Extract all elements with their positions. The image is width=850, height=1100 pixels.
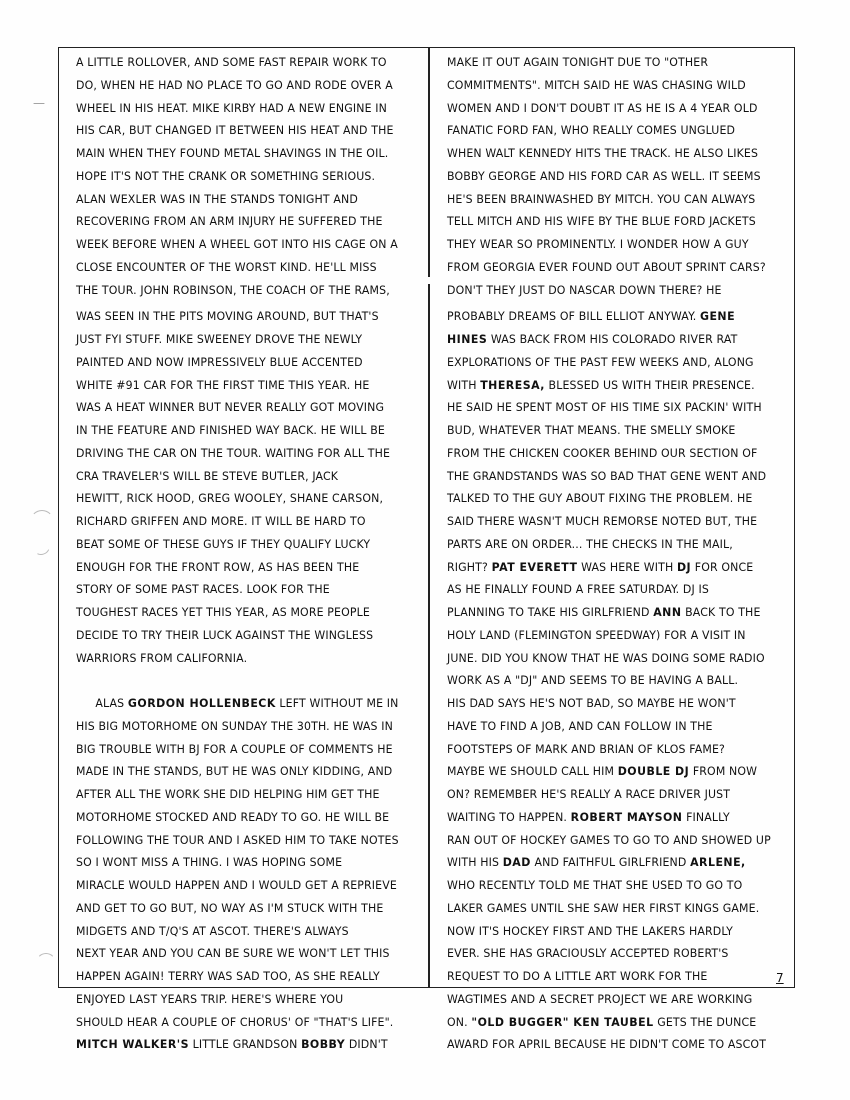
text-segment: HOLY LAND (FLEMINGTON SPEEDWAY) FOR A VISIT IN bbox=[447, 628, 746, 642]
text-segment: THEY WEAR SO PROMINENTLY. I WONDER HOW A GUY bbox=[447, 238, 749, 251]
bold-name: GENE bbox=[699, 310, 736, 324]
text-line bbox=[76, 875, 411, 898]
text-segment: JUST FYI STUFF. MIKE SWEENEY DROVE THE NEWLY bbox=[76, 333, 363, 346]
text-line bbox=[76, 852, 411, 875]
text-line bbox=[447, 280, 785, 303]
text-segment: WITH HIS bbox=[447, 856, 503, 870]
text-line bbox=[447, 966, 785, 989]
text-line bbox=[76, 921, 411, 944]
text-segment: SHOULD HEAR A COUPLE OF CHORUS' OF "THAT'S LIFE". bbox=[76, 1015, 394, 1029]
text-line bbox=[447, 921, 785, 944]
left-column bbox=[76, 52, 421, 1057]
bold-name: THERESA, bbox=[480, 378, 545, 392]
text-segment: RIGHT? bbox=[447, 560, 492, 574]
text-line bbox=[447, 420, 785, 443]
text-segment: AND FAITHFUL GIRLFRIEND bbox=[530, 856, 691, 870]
text-segment: MIRACLE WOULD HAPPEN AND I WOULD GET A REPRIEVE bbox=[76, 879, 397, 892]
text-segment: BOBBY GEORGE AND HIS FORD CAR AS WELL. IT SEEMS bbox=[447, 169, 761, 183]
text-line bbox=[76, 280, 411, 303]
text-line bbox=[447, 602, 785, 625]
text-line bbox=[447, 648, 785, 671]
text-segment: WARRIORS FROM CALIFORNIA. bbox=[76, 651, 248, 665]
paragraph-gap bbox=[76, 670, 411, 693]
text-segment: RECOVERING FROM AN ARM INJURY HE SUFFERED THE bbox=[76, 215, 383, 229]
text-segment: BACK TO THE bbox=[681, 606, 761, 619]
margin-dash-mark: — bbox=[33, 96, 45, 110]
text-segment: FOOTSTEPS OF MARK AND BRIAN OF KLOS FAME? bbox=[447, 742, 725, 756]
text-segment: ENJOYED LAST YEARS TRIP. HERE'S WHERE YOU bbox=[76, 992, 344, 1006]
text-segment: NEXT YEAR AND YOU CAN BE SURE WE WON'T LET THIS bbox=[76, 947, 390, 961]
text-line bbox=[76, 466, 411, 489]
text-segment: FROM THE CHICKEN COOKER BEHIND OUR SECTION OF bbox=[447, 446, 758, 460]
text-segment: WOMEN AND I DON'T DOUBT IT AS HE IS A 4 YEAR OLD bbox=[447, 101, 758, 115]
text-segment: HIS DAD SAYS HE'S NOT BAD, SO MAYBE HE WON'T bbox=[447, 697, 736, 710]
text-line bbox=[447, 466, 785, 489]
text-line bbox=[76, 625, 411, 648]
text-segment: A LITTLE ROLLOVER, AND SOME FAST REPAIR WORK TO bbox=[76, 56, 387, 69]
text-line bbox=[76, 830, 411, 853]
text-segment: HIS BIG MOTORHOME ON SUNDAY THE 30TH. HE WAS IN bbox=[76, 719, 394, 733]
text-line bbox=[447, 557, 785, 580]
text-segment: ALAS bbox=[95, 697, 128, 710]
text-line bbox=[76, 52, 411, 75]
text-segment: PROBABLY DREAMS OF BILL ELLIOT ANYWAY. bbox=[447, 310, 700, 324]
text-segment: TOUGHEST RACES YET THIS YEAR, AS MORE PEOPLE bbox=[76, 606, 370, 619]
text-segment: THE GRANDSTANDS WAS SO BAD THAT GENE WENT AND bbox=[447, 469, 767, 483]
text-segment: FOLLOWING THE TOUR AND I ASKED HIM TO TAKE NOTES bbox=[76, 833, 399, 847]
text-line bbox=[76, 807, 411, 830]
text-line bbox=[447, 98, 785, 121]
text-line bbox=[447, 807, 785, 830]
text-line bbox=[447, 511, 785, 534]
column-divider-bottom bbox=[428, 284, 430, 988]
text-line bbox=[447, 189, 785, 212]
bold-name: PAT EVERETT bbox=[491, 560, 578, 574]
text-segment: HAVE TO FIND A JOB, AND CAN FOLLOW IN THE bbox=[447, 719, 713, 733]
text-segment: FINALLY bbox=[682, 810, 730, 824]
bold-name: DOUBLE DJ bbox=[617, 765, 690, 779]
text-segment: WORK AS A "DJ" AND SEEMS TO BE HAVING A BALL. bbox=[447, 674, 739, 688]
text-segment: IN THE FEATURE AND FINISHED WAY BACK. HE WILL BE bbox=[76, 424, 386, 437]
text-segment: WAS HERE WITH bbox=[577, 560, 677, 574]
text-segment: PLANNING TO TAKE HIS GIRLFRIEND bbox=[447, 606, 654, 619]
bold-name: ROBERT MAYSON bbox=[570, 810, 683, 824]
text-segment: HEWITT, RICK HOOD, GREG WOOLEY, SHANE CARSON, bbox=[76, 492, 384, 506]
text-segment: WITH bbox=[447, 378, 481, 392]
text-segment: WAS SEEN IN THE PITS MOVING AROUND, BUT THAT'S bbox=[76, 310, 379, 324]
text-line bbox=[76, 166, 411, 189]
bold-name: BOBBY bbox=[301, 1038, 346, 1052]
text-line bbox=[76, 234, 411, 257]
page-number: 7 bbox=[776, 971, 784, 985]
text-segment: BEAT SOME OF THESE GUYS IF THEY QUALIFY LUCKY bbox=[76, 537, 371, 551]
text-line bbox=[76, 898, 411, 921]
text-line bbox=[447, 693, 785, 716]
text-segment: BUD, WHATEVER THAT MEANS. THE SMELLY SMOKE bbox=[447, 424, 736, 437]
bold-name: GORDON HOLLENBECK bbox=[127, 697, 276, 710]
text-line bbox=[447, 211, 785, 234]
text-line bbox=[447, 761, 785, 784]
text-line bbox=[76, 693, 411, 716]
text-line bbox=[76, 352, 411, 375]
text-segment: SAID THERE WASN'T MUCH REMORSE NOTED BUT, THE bbox=[447, 515, 758, 528]
text-segment: TELL MITCH AND HIS WIFE BY THE BLUE FORD JACKETS bbox=[447, 215, 756, 229]
bold-name: MITCH WALKER'S bbox=[76, 1038, 190, 1052]
text-line bbox=[447, 534, 785, 557]
text-segment: HE SAID HE SPENT MOST OF HIS TIME SIX PACKIN' WITH bbox=[447, 401, 762, 415]
text-segment: DRIVING THE CAR ON THE TOUR. WAITING FOR ALL THE bbox=[76, 446, 391, 460]
text-line bbox=[447, 1034, 785, 1057]
text-line bbox=[447, 488, 785, 511]
text-segment: NOW IT'S HOCKEY FIRST AND THE LAKERS HARDLY bbox=[447, 924, 733, 938]
text-segment: MAIN WHEN THEY FOUND METAL SHAVINGS IN THE OIL. bbox=[76, 147, 389, 160]
text-line bbox=[447, 875, 785, 898]
text-segment: FROM GEORGIA EVER FOUND OUT ABOUT SPRINT CARS? bbox=[447, 260, 766, 274]
text-line bbox=[76, 716, 411, 739]
text-line bbox=[76, 420, 411, 443]
text-segment: MADE IN THE STANDS, BUT HE WAS ONLY KIDDING, AND bbox=[76, 765, 393, 779]
text-line bbox=[447, 306, 785, 329]
text-segment: LITTLE GRANDSON bbox=[189, 1038, 302, 1052]
text-line bbox=[76, 1034, 411, 1057]
text-segment: JUNE. DID YOU KNOW THAT HE WAS DOING SOME RADIO bbox=[447, 651, 765, 665]
text-segment: EXPLORATIONS OF THE PAST FEW WEEKS AND, ALONG bbox=[447, 355, 754, 369]
text-line bbox=[447, 1012, 785, 1035]
bold-name: DJ bbox=[676, 560, 692, 574]
text-segment: HOPE IT'S NOT THE CRANK OR SOMETHING SERIOUS. bbox=[76, 169, 376, 183]
text-line bbox=[76, 557, 411, 580]
text-line bbox=[76, 784, 411, 807]
text-segment: ON? REMEMBER HE'S REALLY A RACE DRIVER JUST bbox=[447, 788, 731, 801]
text-segment: WHITE #91 CAR FOR THE FIRST TIME THIS YEAR. HE bbox=[76, 378, 370, 392]
column-divider-top bbox=[428, 47, 430, 277]
text-segment: WAGTIMES AND A SECRET PROJECT WE ARE WORKING bbox=[447, 992, 753, 1006]
text-line bbox=[447, 352, 785, 375]
text-line bbox=[447, 830, 785, 853]
text-segment: STORY OF SOME PAST RACES. LOOK FOR THE bbox=[76, 583, 330, 597]
text-segment: THE TOUR. JOHN ROBINSON, THE COACH OF THE RAMS, bbox=[76, 283, 390, 297]
text-line bbox=[76, 943, 411, 966]
text-segment: WEEK BEFORE WHEN A WHEEL GOT INTO HIS CAGE ON A bbox=[76, 238, 398, 251]
text-line bbox=[447, 852, 785, 875]
text-line bbox=[447, 784, 785, 807]
text-segment: LEFT WITHOUT ME IN bbox=[275, 697, 399, 710]
text-line bbox=[447, 143, 785, 166]
text-line bbox=[76, 602, 411, 625]
margin-arc-mark bbox=[30, 510, 54, 534]
text-line bbox=[447, 625, 785, 648]
text-segment: RAN OUT OF HOCKEY GAMES TO GO TO AND SHOWED UP bbox=[447, 833, 771, 847]
text-line bbox=[76, 648, 411, 671]
text-segment: FOR ONCE bbox=[691, 560, 754, 574]
text-line bbox=[76, 989, 411, 1012]
text-segment: MAKE IT OUT AGAIN TONIGHT DUE TO "OTHER bbox=[447, 56, 709, 69]
text-line bbox=[76, 143, 411, 166]
text-line bbox=[76, 189, 411, 212]
text-segment: DO, WHEN HE HAD NO PLACE TO GO AND RODE OVER A bbox=[76, 78, 393, 92]
text-segment: PAINTED AND NOW IMPRESSIVELY BLUE ACCENTED bbox=[76, 355, 363, 369]
text-segment: AND GET TO GO BUT, NO WAY AS I'M STUCK WITH THE bbox=[76, 901, 384, 915]
text-segment: TALKED TO THE GUY ABOUT FIXING THE PROBLEM. HE bbox=[447, 492, 753, 506]
right-column bbox=[447, 52, 795, 1057]
text-line bbox=[76, 579, 411, 602]
text-line bbox=[76, 511, 411, 534]
bold-name: ARLENE, bbox=[690, 856, 746, 870]
text-segment: AS HE FINALLY FOUND A FREE SATURDAY. DJ IS bbox=[447, 583, 709, 597]
text-segment: MAYBE WE SHOULD CALL HIM bbox=[447, 765, 618, 779]
text-segment: MIDGETS AND T/Q'S AT ASCOT. THERE'S ALWAYS bbox=[76, 924, 349, 938]
text-line bbox=[76, 443, 411, 466]
text-segment: WHO RECENTLY TOLD ME THAT SHE USED TO GO TO bbox=[447, 879, 743, 892]
text-segment: ON. bbox=[447, 1015, 472, 1029]
text-line bbox=[76, 397, 411, 420]
text-segment: WAS BACK FROM HIS COLORADO RIVER RAT bbox=[487, 333, 738, 346]
text-line bbox=[76, 257, 411, 280]
text-segment: EVER. SHE HAS GRACIOUSLY ACCEPTED ROBERT'S bbox=[447, 947, 729, 961]
text-segment: DIDN'T bbox=[345, 1038, 388, 1052]
text-line bbox=[447, 989, 785, 1012]
text-segment: AFTER ALL THE WORK SHE DID HELPING HIM GET THE bbox=[76, 788, 380, 801]
text-line bbox=[76, 375, 411, 398]
text-segment: ENOUGH FOR THE FRONT ROW, AS HAS BEEN THE bbox=[76, 560, 360, 574]
text-line bbox=[447, 52, 785, 75]
text-segment: HAPPEN AGAIN! TERRY WAS SAD TOO, AS SHE REALLY bbox=[76, 970, 380, 983]
text-segment: WAS A HEAT WINNER BUT NEVER REALLY GOT MOVING bbox=[76, 401, 385, 415]
text-line bbox=[76, 211, 411, 234]
margin-arc-mark bbox=[29, 534, 52, 557]
text-line bbox=[447, 579, 785, 602]
text-segment: DECIDE TO TRY THEIR LUCK AGAINST THE WINGLESS bbox=[76, 628, 374, 642]
text-line bbox=[447, 898, 785, 921]
bold-name: ANN bbox=[653, 606, 682, 619]
text-segment: FROM NOW bbox=[689, 765, 758, 779]
text-segment: HIS CAR, BUT CHANGED IT BETWEEN HIS HEAT AND THE bbox=[76, 124, 394, 138]
text-line bbox=[76, 534, 411, 557]
text-line bbox=[76, 761, 411, 784]
text-segment: WAITING TO HAPPEN. bbox=[447, 810, 571, 824]
text-segment: COMMITMENTS". MITCH SAID HE WAS CHASING WILD bbox=[447, 78, 746, 92]
bold-name: "OLD BUGGER" KEN TAUBEL bbox=[471, 1015, 654, 1029]
text-line bbox=[76, 306, 411, 329]
text-segment: BLESSED US WITH THEIR PRESENCE. bbox=[544, 378, 755, 392]
text-line bbox=[447, 670, 785, 693]
text-line bbox=[447, 943, 785, 966]
bold-name: DAD bbox=[502, 856, 531, 870]
text-segment: BIG TROUBLE WITH BJ FOR A COUPLE OF COMMENTS HE bbox=[76, 742, 393, 756]
text-line bbox=[76, 1012, 411, 1035]
text-line bbox=[447, 120, 785, 143]
text-line bbox=[447, 329, 785, 352]
text-line bbox=[76, 966, 411, 989]
text-line bbox=[76, 98, 411, 121]
text-line bbox=[447, 257, 785, 280]
text-line bbox=[76, 739, 411, 762]
text-line bbox=[447, 397, 785, 420]
text-line bbox=[447, 739, 785, 762]
bold-name: HINES bbox=[447, 333, 488, 346]
text-segment: WHEN WALT KENNEDY HITS THE TRACK. HE ALSO LIKES bbox=[447, 147, 759, 160]
text-line bbox=[447, 234, 785, 257]
text-segment: GETS THE DUNCE bbox=[653, 1015, 757, 1029]
text-segment: CRA TRAVELER'S WILL BE STEVE BUTLER, JACK bbox=[76, 469, 339, 483]
text-segment: REQUEST TO DO A LITTLE ART WORK FOR THE bbox=[447, 970, 708, 983]
text-line bbox=[447, 75, 785, 98]
text-segment: ALAN WEXLER WAS IN THE STANDS TONIGHT AND bbox=[76, 192, 358, 206]
text-segment: HE'S BEEN BRAINWASHED BY MITCH. YOU CAN ALWAYS bbox=[447, 192, 756, 206]
text-segment: WHEEL IN HIS HEAT. MIKE KIRBY HAD A NEW ENGINE IN bbox=[76, 101, 387, 115]
text-line bbox=[447, 375, 785, 398]
text-line bbox=[76, 488, 411, 511]
text-segment: PARTS ARE ON ORDER... THE CHECKS IN THE MAIL, bbox=[447, 537, 733, 551]
margin-arc-mark bbox=[36, 953, 56, 973]
text-segment: RICHARD GRIFFEN AND MORE. IT WILL BE HARD TO bbox=[76, 515, 366, 528]
text-line bbox=[76, 75, 411, 98]
text-line bbox=[447, 443, 785, 466]
text-line bbox=[76, 329, 411, 352]
text-line bbox=[447, 166, 785, 189]
text-segment: AWARD FOR APRIL BECAUSE HE DIDN'T COME TO ASCOT bbox=[447, 1038, 767, 1052]
text-segment: FANATIC FORD FAN, WHO REALLY COMES UNGLUED bbox=[447, 124, 736, 138]
text-line bbox=[76, 120, 411, 143]
text-segment: MOTORHOME STOCKED AND READY TO GO. HE WILL BE bbox=[76, 810, 390, 824]
text-segment: DON'T THEY JUST DO NASCAR DOWN THERE? HE bbox=[447, 283, 722, 297]
text-line bbox=[447, 716, 785, 739]
text-segment: SO I WONT MISS A THING. I WAS HOPING SOME bbox=[76, 856, 343, 870]
text-segment: CLOSE ENCOUNTER OF THE WORST KIND. HE'LL MISS bbox=[76, 260, 377, 274]
text-segment: LAKER GAMES UNTIL SHE SAW HER FIRST KINGS GAME. bbox=[447, 901, 760, 915]
